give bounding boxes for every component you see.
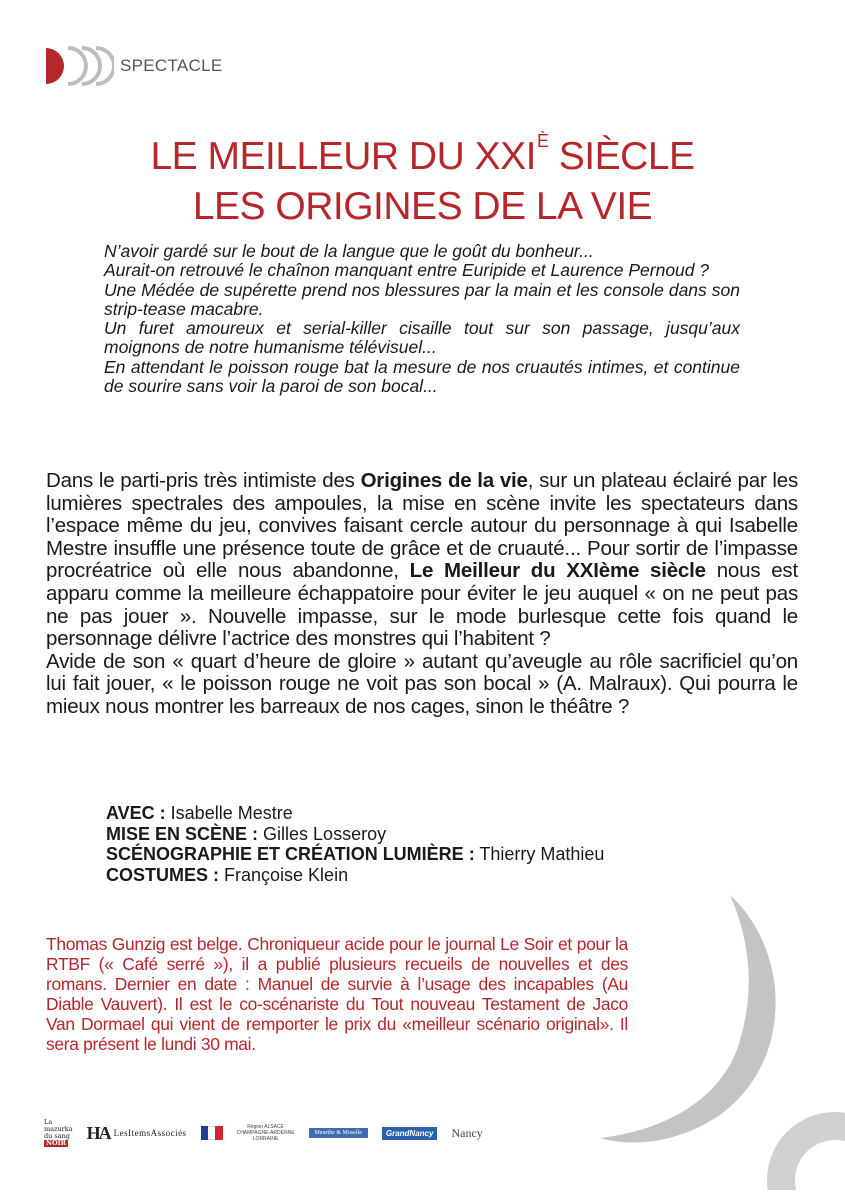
paragraph-2: Avide de son « quart d’heure de gloire » autant qu’aveugle au rôle sacrificiel qu’on lui fait jouer, « le poisson rouge ne voit pas son bocal » (A. Malraux). Qui pourra le mieux nous montrer les barreaux de nos cages, sinon le théâtre ?	[46, 649, 798, 718]
credit-costumes: COSTUMES : Françoise Klein	[106, 864, 349, 885]
title-line-2: LES ORIGINES DE LA VIE	[192, 185, 653, 228]
main-description	[46, 470, 798, 719]
credit-scenography: SCÉNOGRAPHIE ET CRÉATION LUMIÈRE : Thierry Mathieu	[106, 844, 605, 864]
intro-verse	[104, 242, 740, 396]
title-line-1: LE MEILLEUR DU $XXI^È$ SIÈCLE	[150, 131, 695, 178]
logo-grand-nancy: GrandNancy	[382, 1127, 438, 1140]
logo-mazurka: La mazurka du sang NOIR	[44, 1118, 73, 1147]
verse-line: Aurait-on retrouvé le chaînon manquant entre Euripide et Laurence Pernoud ?	[104, 260, 710, 281]
brand-logo	[44, 44, 114, 88]
logo-republique	[201, 1126, 223, 1140]
verse-line: N’avoir gardé sur le bout de la langue que le goût du bonheur...	[104, 241, 594, 261]
partner-logos	[44, 1108, 483, 1158]
logo-meurthe-moselle: Meurthe & Moselle	[309, 1128, 368, 1138]
credits-list	[106, 803, 604, 885]
section-label: SPECTACLE	[120, 56, 223, 75]
french-flag-icon	[201, 1126, 223, 1140]
verse-line: Une Médée de supérette prend nos blessures par la main et les console dans son strip-tease macabre.	[104, 279, 740, 319]
credit-cast: AVEC : Isabelle Mestre	[106, 803, 293, 823]
credit-director: MISE EN SCÈNE : Gilles Losseroy	[106, 823, 387, 844]
decorative-arcs	[560, 880, 845, 1190]
paragraph-1: Dans le parti-pris très intimiste des Origines de la vie, sur un plateau éclairé par les lumières spectrales des ampoules, la mise en scène invite les spectateurs dans l’espace même du jeu, convives faisant cercle autour du personnage à qui Isabelle Mestre insuffle une présence toute de grâce et de cruauté... Pour sortir de l’impasse procréatrice où elle nous abandonne, Le Meilleur du XXIème siècle nous est apparu comme la meilleure échappatoire pour éviter le jeu auquel « on ne peut pas ne pas jouer ». Nouvelle impasse, sur le mode burlesque cette fois quand le personnage délivre l’actrice des monstres qui l’habitent ?	[46, 469, 798, 651]
logo-items-associes: HA LesItemsAssociés	[86, 1122, 187, 1143]
logo-nancy: Nancy	[451, 1125, 483, 1140]
page-title	[0, 116, 845, 232]
verse-line: En attendant le poisson rouge bat la mesure de nos cruautés intimes, et continue de sourire sans voir la paroi de son bocal...	[104, 356, 740, 397]
logo-region: Région ALSACE CHAMPAGNE-ARDENNE LORRAINE	[236, 1124, 295, 1142]
page-header	[44, 44, 223, 88]
author-bio: Thomas Gunzig est belge. Chroniqueur acide pour le journal Le Soir et pour la RTBF (« Café serré »), il a publié plusieurs recueils de nouvelles et des romans. Dernier en date : Manuel de survie à l’usage des incapables (Au Diable Vauvert). Il est le co-scénariste du Tout nouveau Testament de Jaco Van Dormael qui vient de remporter le prix du «meilleur scénario original». Il sera présent le lundi 30 mai.	[46, 934, 628, 1054]
verse-line: Un furet amoureux et serial-killer cisaille tout sur son passage, jusqu’aux moignons de notre humanisme télévisuel...	[104, 318, 740, 358]
